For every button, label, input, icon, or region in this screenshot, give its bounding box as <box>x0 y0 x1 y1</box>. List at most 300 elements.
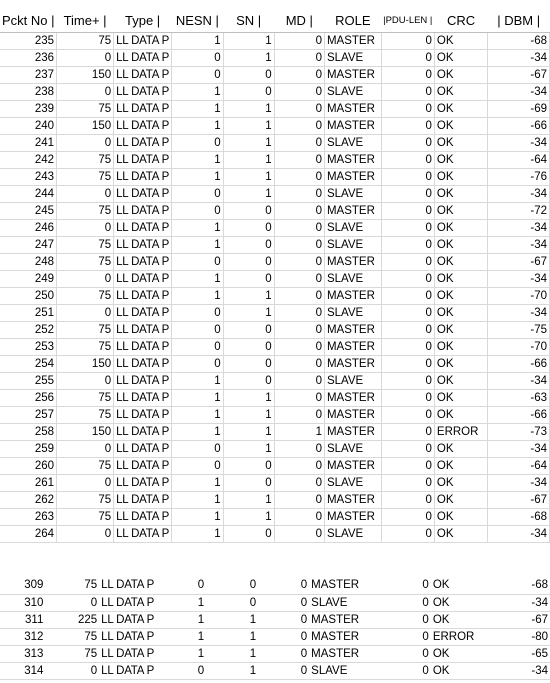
cell-pdu-len[interactable]: 0 <box>381 321 434 338</box>
cell-type[interactable]: LL DATA P <box>99 594 156 611</box>
cell-crc[interactable]: OK <box>431 611 489 628</box>
cell-role[interactable]: SLAVE <box>324 49 381 66</box>
cell-dbm[interactable]: -34 <box>488 219 550 236</box>
cell-dbm[interactable]: -64 <box>488 457 550 474</box>
cell-sn[interactable]: 0 <box>223 236 274 253</box>
cell-sn[interactable]: 0 <box>223 219 274 236</box>
cell-pdu-len[interactable]: 0 <box>381 508 434 525</box>
cell-nesn[interactable]: 1 <box>172 372 224 389</box>
cell-md[interactable]: 1 <box>274 423 324 440</box>
cell-dbm[interactable]: -67 <box>488 66 550 83</box>
cell-crc[interactable]: OK <box>434 508 487 525</box>
cell-md[interactable]: 0 <box>274 525 324 542</box>
cell-role[interactable]: MASTER <box>324 406 381 423</box>
cell-time-plus[interactable]: 75 <box>57 491 114 508</box>
cell-role[interactable]: MASTER <box>324 168 381 185</box>
cell-dbm[interactable]: -34 <box>488 525 550 542</box>
cell-pdu-len[interactable]: 0 <box>381 304 434 321</box>
cell-pdu-len[interactable]: 0 <box>381 168 434 185</box>
cell-pdu-len[interactable]: 0 <box>381 253 434 270</box>
header-sn[interactable]: SN | <box>223 9 274 32</box>
cell-time-plus[interactable]: 75 <box>57 100 114 117</box>
cell-md[interactable]: 0 <box>258 628 309 645</box>
cell-crc[interactable]: OK <box>434 525 487 542</box>
cell-crc[interactable]: ERROR <box>434 423 487 440</box>
cell-time-plus[interactable]: 0 <box>57 525 114 542</box>
cell-time-plus[interactable]: 75 <box>57 406 114 423</box>
cell-time-plus[interactable]: 0 <box>57 134 114 151</box>
cell-dbm[interactable]: -72 <box>488 202 550 219</box>
cell-dbm[interactable]: -64 <box>488 151 550 168</box>
cell-dbm[interactable]: -67 <box>488 491 550 508</box>
cell-dbm[interactable]: -69 <box>488 100 550 117</box>
cell-nesn[interactable]: 0 <box>156 662 206 679</box>
cell-md[interactable]: 0 <box>274 117 324 134</box>
cell-sn[interactable]: 1 <box>223 49 274 66</box>
cell-role[interactable]: MASTER <box>324 355 381 372</box>
cell-sn[interactable]: 0 <box>206 577 258 594</box>
cell-time-plus[interactable]: 150 <box>57 117 114 134</box>
cell-pckt-no[interactable]: 249 <box>0 270 57 287</box>
cell-crc[interactable]: OK <box>434 168 487 185</box>
cell-dbm[interactable]: -63 <box>488 389 550 406</box>
cell-type[interactable]: LL DATA P <box>114 338 172 355</box>
cell-nesn[interactable]: 1 <box>172 406 224 423</box>
cell-crc[interactable]: OK <box>434 389 487 406</box>
cell-md[interactable]: 0 <box>274 168 324 185</box>
cell-nesn[interactable]: 0 <box>172 134 224 151</box>
cell-time-plus[interactable]: 75 <box>57 151 114 168</box>
cell-crc[interactable]: ERROR <box>431 628 489 645</box>
cell-dbm[interactable]: -67 <box>489 611 550 628</box>
cell-sn[interactable]: 1 <box>206 628 258 645</box>
cell-md[interactable]: 0 <box>274 338 324 355</box>
cell-crc[interactable]: OK <box>434 134 487 151</box>
cell-time-plus[interactable]: 0 <box>57 185 114 202</box>
cell-sn[interactable]: 0 <box>223 355 274 372</box>
cell-md[interactable]: 0 <box>274 287 324 304</box>
cell-crc[interactable]: OK <box>431 577 489 594</box>
header-pckt-no[interactable]: Pckt No | <box>0 9 57 32</box>
cell-sn[interactable]: 0 <box>223 253 274 270</box>
header-nesn[interactable]: NESN | <box>172 9 224 32</box>
cell-crc[interactable]: OK <box>434 457 487 474</box>
cell-role[interactable]: SLAVE <box>309 662 368 679</box>
cell-sn[interactable]: 1 <box>223 168 274 185</box>
cell-type[interactable]: LL DATA P <box>114 440 172 457</box>
cell-md[interactable]: 0 <box>274 83 324 100</box>
cell-md[interactable]: 0 <box>274 66 324 83</box>
cell-role[interactable]: MASTER <box>309 645 368 662</box>
cell-sn[interactable]: 1 <box>223 423 274 440</box>
cell-dbm[interactable]: -68 <box>488 32 550 49</box>
cell-pdu-len[interactable]: 0 <box>381 83 434 100</box>
cell-dbm[interactable]: -34 <box>488 372 550 389</box>
cell-role[interactable]: MASTER <box>324 117 381 134</box>
cell-pckt-no[interactable]: 312 <box>0 628 45 645</box>
cell-type[interactable]: LL DATA P <box>114 236 172 253</box>
cell-nesn[interactable]: 0 <box>172 457 224 474</box>
cell-time-plus[interactable]: 0 <box>57 49 114 66</box>
cell-nesn[interactable]: 0 <box>172 66 224 83</box>
cell-crc[interactable]: OK <box>434 491 487 508</box>
cell-nesn[interactable]: 0 <box>172 321 224 338</box>
cell-time-plus[interactable]: 0 <box>57 270 114 287</box>
cell-pckt-no[interactable]: 311 <box>0 611 45 628</box>
cell-type[interactable]: LL DATA P <box>114 474 172 491</box>
cell-sn[interactable]: 0 <box>206 594 258 611</box>
cell-pdu-len[interactable]: 0 <box>381 151 434 168</box>
cell-md[interactable]: 0 <box>274 372 324 389</box>
cell-nesn[interactable]: 0 <box>172 355 224 372</box>
cell-md[interactable]: 0 <box>274 270 324 287</box>
cell-type[interactable]: LL DATA P <box>114 491 172 508</box>
cell-crc[interactable]: OK <box>434 253 487 270</box>
cell-crc[interactable]: OK <box>434 32 487 49</box>
cell-nesn[interactable]: 1 <box>172 474 224 491</box>
cell-crc[interactable]: OK <box>434 202 487 219</box>
cell-dbm[interactable]: -34 <box>488 474 550 491</box>
cell-role[interactable]: SLAVE <box>324 440 381 457</box>
cell-pckt-no[interactable]: 259 <box>0 440 57 457</box>
cell-crc[interactable]: OK <box>431 645 489 662</box>
header-md[interactable]: MD | <box>274 9 324 32</box>
cell-pdu-len[interactable]: 0 <box>381 355 434 372</box>
cell-dbm[interactable]: -65 <box>489 645 550 662</box>
header-time-plus[interactable]: Time+ | <box>57 9 114 32</box>
cell-md[interactable]: 0 <box>274 100 324 117</box>
cell-pdu-len[interactable]: 0 <box>381 491 434 508</box>
cell-crc[interactable]: OK <box>431 662 489 679</box>
cell-crc[interactable]: OK <box>434 474 487 491</box>
cell-type[interactable]: LL DATA P <box>114 287 172 304</box>
cell-dbm[interactable]: -73 <box>488 423 550 440</box>
cell-pdu-len[interactable]: 0 <box>369 577 431 594</box>
cell-md[interactable]: 0 <box>274 151 324 168</box>
cell-time-plus[interactable]: 75 <box>57 508 114 525</box>
cell-role[interactable]: MASTER <box>324 389 381 406</box>
cell-crc[interactable]: OK <box>431 594 489 611</box>
cell-time-plus[interactable]: 150 <box>57 423 114 440</box>
cell-role[interactable]: MASTER <box>324 423 381 440</box>
cell-dbm[interactable]: -76 <box>488 168 550 185</box>
cell-sn[interactable]: 1 <box>223 508 274 525</box>
cell-nesn[interactable]: 0 <box>172 304 224 321</box>
cell-role[interactable]: SLAVE <box>324 134 381 151</box>
header-crc[interactable]: CRC <box>434 9 487 32</box>
cell-time-plus[interactable]: 0 <box>57 304 114 321</box>
cell-time-plus[interactable]: 75 <box>57 389 114 406</box>
cell-pdu-len[interactable]: 0 <box>381 270 434 287</box>
cell-type[interactable]: LL DATA P <box>114 32 172 49</box>
cell-pckt-no[interactable]: 242 <box>0 151 57 168</box>
cell-pckt-no[interactable]: 250 <box>0 287 57 304</box>
cell-dbm[interactable]: -34 <box>488 270 550 287</box>
cell-sn[interactable]: 1 <box>223 406 274 423</box>
cell-nesn[interactable]: 1 <box>172 168 224 185</box>
cell-pckt-no[interactable]: 235 <box>0 32 57 49</box>
cell-sn[interactable]: 0 <box>223 372 274 389</box>
cell-crc[interactable]: OK <box>434 355 487 372</box>
cell-crc[interactable]: OK <box>434 66 487 83</box>
cell-nesn[interactable]: 0 <box>156 577 206 594</box>
cell-type[interactable]: LL DATA P <box>114 372 172 389</box>
cell-nesn[interactable]: 1 <box>172 423 224 440</box>
cell-sn[interactable]: 1 <box>223 491 274 508</box>
cell-time-plus[interactable]: 75 <box>57 168 114 185</box>
header-role[interactable]: ROLE <box>324 9 381 32</box>
cell-crc[interactable]: OK <box>434 338 487 355</box>
cell-type[interactable]: LL DATA P <box>114 525 172 542</box>
cell-pdu-len[interactable]: 0 <box>369 594 431 611</box>
cell-nesn[interactable]: 1 <box>172 270 224 287</box>
cell-type[interactable]: LL DATA P <box>114 83 172 100</box>
cell-pckt-no[interactable]: 245 <box>0 202 57 219</box>
cell-role[interactable]: SLAVE <box>324 372 381 389</box>
cell-sn[interactable]: 1 <box>223 100 274 117</box>
cell-pdu-len[interactable]: 0 <box>381 66 434 83</box>
cell-nesn[interactable]: 0 <box>172 253 224 270</box>
cell-time-plus[interactable]: 0 <box>57 219 114 236</box>
cell-md[interactable]: 0 <box>274 49 324 66</box>
cell-role[interactable]: SLAVE <box>324 304 381 321</box>
cell-sn[interactable]: 0 <box>223 321 274 338</box>
cell-md[interactable]: 0 <box>274 474 324 491</box>
cell-crc[interactable]: OK <box>434 151 487 168</box>
cell-nesn[interactable]: 1 <box>172 32 224 49</box>
cell-dbm[interactable]: -34 <box>489 594 550 611</box>
cell-dbm[interactable]: -34 <box>488 440 550 457</box>
cell-time-plus[interactable]: 75 <box>57 236 114 253</box>
cell-pckt-no[interactable]: 313 <box>0 645 45 662</box>
cell-role[interactable]: MASTER <box>324 253 381 270</box>
cell-type[interactable]: LL DATA P <box>114 202 172 219</box>
cell-type[interactable]: LL DATA P <box>114 219 172 236</box>
cell-type[interactable]: LL DATA P <box>114 66 172 83</box>
cell-nesn[interactable]: 1 <box>172 219 224 236</box>
cell-dbm[interactable]: -34 <box>489 662 550 679</box>
cell-pdu-len[interactable]: 0 <box>381 423 434 440</box>
cell-sn[interactable]: 0 <box>223 474 274 491</box>
cell-pckt-no[interactable]: 263 <box>0 508 57 525</box>
cell-nesn[interactable]: 1 <box>172 117 224 134</box>
cell-md[interactable]: 0 <box>274 457 324 474</box>
cell-role[interactable]: MASTER <box>309 611 368 628</box>
cell-pckt-no[interactable]: 261 <box>0 474 57 491</box>
cell-sn[interactable]: 1 <box>223 287 274 304</box>
cell-nesn[interactable]: 1 <box>172 151 224 168</box>
cell-pckt-no[interactable]: 262 <box>0 491 57 508</box>
cell-nesn[interactable]: 0 <box>172 49 224 66</box>
cell-sn[interactable]: 0 <box>223 202 274 219</box>
cell-pdu-len[interactable]: 0 <box>381 457 434 474</box>
cell-pckt-no[interactable]: 253 <box>0 338 57 355</box>
cell-pdu-len[interactable]: 0 <box>381 287 434 304</box>
cell-role[interactable]: SLAVE <box>324 219 381 236</box>
cell-pckt-no[interactable]: 236 <box>0 49 57 66</box>
cell-crc[interactable]: OK <box>434 185 487 202</box>
cell-time-plus[interactable]: 150 <box>57 355 114 372</box>
cell-md[interactable]: 0 <box>274 32 324 49</box>
cell-pdu-len[interactable]: 0 <box>381 219 434 236</box>
cell-time-plus[interactable]: 75 <box>45 628 99 645</box>
cell-sn[interactable]: 1 <box>223 151 274 168</box>
cell-pdu-len[interactable]: 0 <box>381 474 434 491</box>
cell-role[interactable]: MASTER <box>324 202 381 219</box>
cell-type[interactable]: LL DATA P <box>99 628 156 645</box>
cell-dbm[interactable]: -34 <box>488 304 550 321</box>
cell-pdu-len[interactable]: 0 <box>381 49 434 66</box>
cell-dbm[interactable]: -66 <box>488 355 550 372</box>
cell-nesn[interactable]: 1 <box>172 491 224 508</box>
cell-type[interactable]: LL DATA P <box>114 117 172 134</box>
cell-crc[interactable]: OK <box>434 406 487 423</box>
cell-time-plus[interactable]: 75 <box>45 645 99 662</box>
cell-crc[interactable]: OK <box>434 321 487 338</box>
cell-crc[interactable]: OK <box>434 83 487 100</box>
cell-dbm[interactable]: -34 <box>488 49 550 66</box>
cell-pckt-no[interactable]: 240 <box>0 117 57 134</box>
cell-type[interactable]: LL DATA P <box>99 645 156 662</box>
cell-pckt-no[interactable]: 238 <box>0 83 57 100</box>
cell-md[interactable]: 0 <box>274 491 324 508</box>
cell-pckt-no[interactable]: 252 <box>0 321 57 338</box>
cell-type[interactable]: LL DATA P <box>114 100 172 117</box>
cell-pckt-no[interactable]: 237 <box>0 66 57 83</box>
cell-pdu-len[interactable]: 0 <box>381 100 434 117</box>
cell-type[interactable]: LL DATA P <box>99 662 156 679</box>
cell-crc[interactable]: OK <box>434 117 487 134</box>
cell-role[interactable]: MASTER <box>324 508 381 525</box>
cell-type[interactable]: LL DATA P <box>114 185 172 202</box>
cell-time-plus[interactable]: 0 <box>57 372 114 389</box>
cell-sn[interactable]: 1 <box>223 389 274 406</box>
cell-pckt-no[interactable]: 256 <box>0 389 57 406</box>
cell-crc[interactable]: OK <box>434 219 487 236</box>
cell-crc[interactable]: OK <box>434 270 487 287</box>
cell-nesn[interactable]: 0 <box>172 338 224 355</box>
cell-pdu-len[interactable]: 0 <box>381 406 434 423</box>
cell-role[interactable]: MASTER <box>324 321 381 338</box>
cell-nesn[interactable]: 1 <box>172 83 224 100</box>
cell-time-plus[interactable]: 75 <box>45 577 99 594</box>
cell-dbm[interactable]: -70 <box>488 338 550 355</box>
cell-pdu-len[interactable]: 0 <box>369 645 431 662</box>
cell-crc[interactable]: OK <box>434 236 487 253</box>
cell-time-plus[interactable]: 0 <box>57 83 114 100</box>
cell-nesn[interactable]: 1 <box>156 611 206 628</box>
cell-nesn[interactable]: 1 <box>172 389 224 406</box>
cell-pckt-no[interactable]: 244 <box>0 185 57 202</box>
cell-type[interactable]: LL DATA P <box>114 304 172 321</box>
cell-md[interactable]: 0 <box>258 577 309 594</box>
cell-md[interactable]: 0 <box>258 594 309 611</box>
cell-sn[interactable]: 1 <box>223 185 274 202</box>
cell-md[interactable]: 0 <box>274 185 324 202</box>
cell-dbm[interactable]: -34 <box>488 236 550 253</box>
cell-md[interactable]: 0 <box>274 508 324 525</box>
cell-sn[interactable]: 0 <box>223 66 274 83</box>
cell-crc[interactable]: OK <box>434 49 487 66</box>
cell-role[interactable]: MASTER <box>324 491 381 508</box>
cell-dbm[interactable]: -67 <box>488 253 550 270</box>
cell-pckt-no[interactable]: 255 <box>0 372 57 389</box>
cell-md[interactable]: 0 <box>274 219 324 236</box>
cell-role[interactable]: SLAVE <box>324 236 381 253</box>
cell-pdu-len[interactable]: 0 <box>381 525 434 542</box>
cell-crc[interactable]: OK <box>434 304 487 321</box>
cell-sn[interactable]: 1 <box>206 662 258 679</box>
cell-sn[interactable]: 1 <box>223 32 274 49</box>
cell-crc[interactable]: OK <box>434 287 487 304</box>
cell-dbm[interactable]: -34 <box>488 83 550 100</box>
cell-dbm[interactable]: -68 <box>489 577 550 594</box>
cell-md[interactable]: 0 <box>258 645 309 662</box>
cell-nesn[interactable]: 1 <box>172 287 224 304</box>
cell-sn[interactable]: 1 <box>223 117 274 134</box>
cell-time-plus[interactable]: 75 <box>57 338 114 355</box>
cell-pdu-len[interactable]: 0 <box>369 628 431 645</box>
cell-time-plus[interactable]: 0 <box>45 594 99 611</box>
cell-type[interactable]: LL DATA P <box>114 406 172 423</box>
cell-pckt-no[interactable]: 254 <box>0 355 57 372</box>
cell-md[interactable]: 0 <box>274 134 324 151</box>
cell-time-plus[interactable]: 0 <box>45 662 99 679</box>
cell-pdu-len[interactable]: 0 <box>381 236 434 253</box>
cell-type[interactable]: LL DATA P <box>114 253 172 270</box>
cell-pckt-no[interactable]: 243 <box>0 168 57 185</box>
cell-pdu-len[interactable]: 0 <box>381 134 434 151</box>
cell-sn[interactable]: 1 <box>223 440 274 457</box>
cell-md[interactable]: 0 <box>274 406 324 423</box>
cell-md[interactable]: 0 <box>274 253 324 270</box>
cell-pdu-len[interactable]: 0 <box>381 389 434 406</box>
cell-type[interactable]: LL DATA P <box>114 457 172 474</box>
cell-role[interactable]: MASTER <box>324 151 381 168</box>
cell-time-plus[interactable]: 0 <box>57 474 114 491</box>
cell-pckt-no[interactable]: 239 <box>0 100 57 117</box>
cell-role[interactable]: SLAVE <box>324 185 381 202</box>
cell-dbm[interactable]: -66 <box>488 406 550 423</box>
cell-nesn[interactable]: 1 <box>172 525 224 542</box>
cell-crc[interactable]: OK <box>434 372 487 389</box>
cell-md[interactable]: 0 <box>274 440 324 457</box>
cell-nesn[interactable]: 1 <box>172 508 224 525</box>
cell-pdu-len[interactable]: 0 <box>381 202 434 219</box>
cell-sn[interactable]: 0 <box>223 338 274 355</box>
header-pdu-len[interactable]: |PDU-LEN | <box>381 9 434 32</box>
cell-role[interactable]: MASTER <box>324 287 381 304</box>
cell-pckt-no[interactable]: 258 <box>0 423 57 440</box>
cell-pckt-no[interactable]: 257 <box>0 406 57 423</box>
cell-role[interactable]: SLAVE <box>309 594 368 611</box>
cell-time-plus[interactable]: 0 <box>57 440 114 457</box>
cell-sn[interactable]: 0 <box>223 525 274 542</box>
cell-type[interactable]: LL DATA P <box>114 151 172 168</box>
cell-sn[interactable]: 1 <box>206 611 258 628</box>
cell-type[interactable]: LL DATA P <box>114 270 172 287</box>
cell-pdu-len[interactable]: 0 <box>381 440 434 457</box>
cell-time-plus[interactable]: 75 <box>57 321 114 338</box>
cell-type[interactable]: LL DATA P <box>114 321 172 338</box>
cell-nesn[interactable]: 1 <box>156 645 206 662</box>
cell-pdu-len[interactable]: 0 <box>369 611 431 628</box>
cell-crc[interactable]: OK <box>434 100 487 117</box>
cell-time-plus[interactable]: 75 <box>57 32 114 49</box>
cell-pckt-no[interactable]: 264 <box>0 525 57 542</box>
cell-pdu-len[interactable]: 0 <box>381 372 434 389</box>
cell-pckt-no[interactable]: 310 <box>0 594 45 611</box>
